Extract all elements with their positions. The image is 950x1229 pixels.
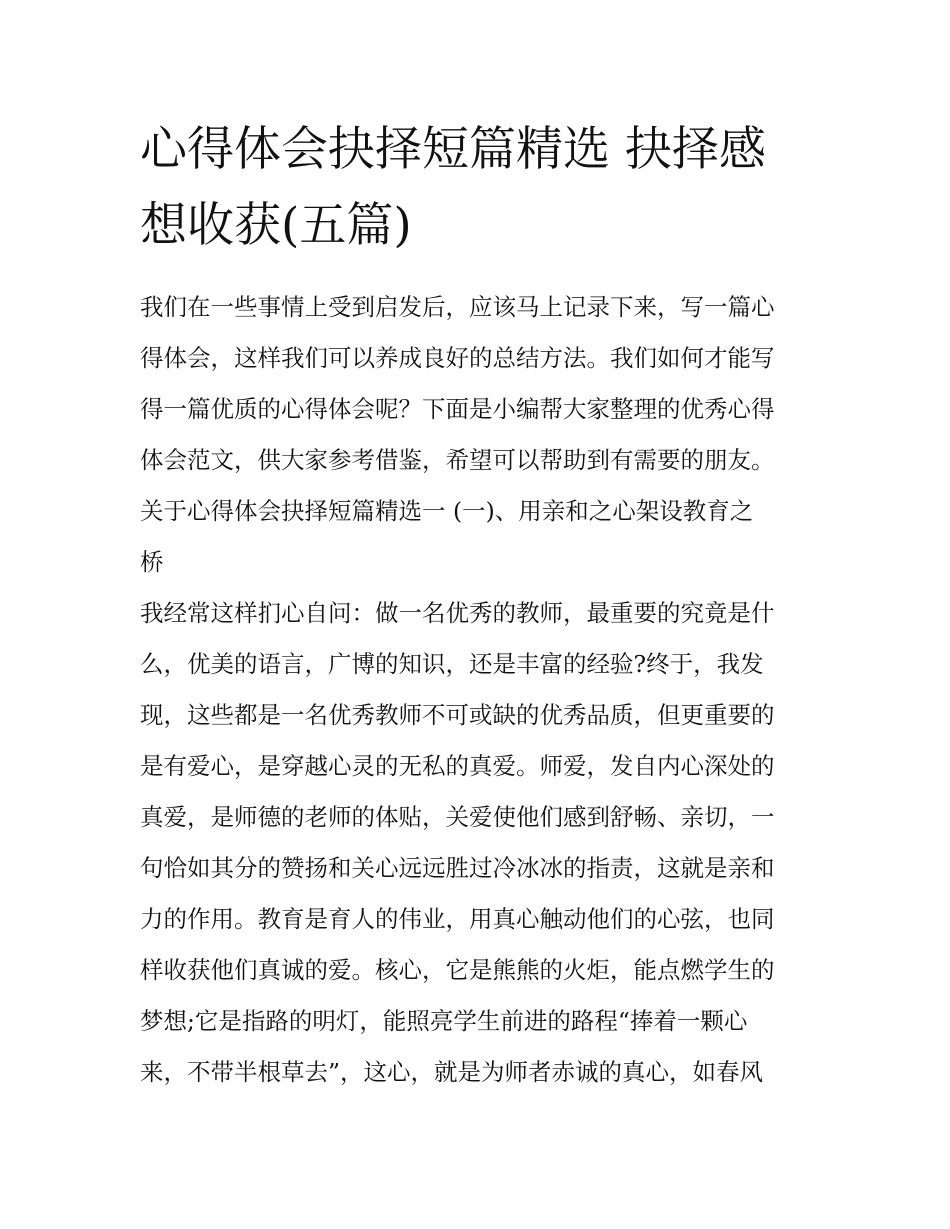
body-line: 样收获他们真诚的爱。核心，它是熊熊的火炬，能点燃学生的 (140, 956, 775, 984)
title-line-1: 心得体会抉择短篇精选 抉择感 (140, 122, 766, 177)
body-line: 句恰如其分的赞扬和关心远远胜过冷冰冰的指责，这就是亲和 (140, 854, 775, 882)
body-line: 现，这些都是一名优秀教师不可或缺的优秀品质，但更重要的 (140, 701, 775, 729)
document-title (140, 112, 820, 264)
body-line: 得一篇优质的心得体会呢？下面是小编帮大家整理的优秀心得 (140, 395, 775, 423)
body-line: 是有爱心，是穿越心灵的无私的真爱。师爱，发自内心深处的 (140, 752, 775, 780)
title-line-2: 想收获(五篇) (140, 198, 412, 253)
body-line: 力的作用。教育是育人的伟业，用真心触动他们的心弦，也同 (140, 905, 775, 933)
document-body (140, 282, 820, 1098)
body-line: 体会范文，供大家参考借鉴，希望可以帮助到有需要的朋友。 (140, 446, 775, 474)
body-line: 来，不带半根草去”，这心，就是为师者赤诚的真心，如春风 (140, 1058, 764, 1086)
body-line: 真爱，是师德的老师的体贴，关爱使他们感到舒畅、亲切，一 (140, 803, 775, 831)
body-line: 么，优美的语言，广博的知识，还是丰富的经验?终于，我发 (140, 650, 764, 678)
body-line: 桥 (140, 548, 164, 576)
body-line: 我经常这样扪心自问：做一名优秀的教师，最重要的究竟是什 (140, 599, 775, 627)
body-line: 关于心得体会抉择短篇精选一 (一)、用亲和之心架设教育之 (140, 497, 754, 525)
body-line: 我们在一些事情上受到启发后，应该马上记录下来，写一篇心 (140, 293, 775, 321)
body-line: 得体会，这样我们可以养成良好的总结方法。我们如何才能写 (140, 344, 775, 372)
body-line: 梦想;它是指路的明灯，能照亮学生前进的路程“捧着一颗心 (140, 1007, 748, 1035)
